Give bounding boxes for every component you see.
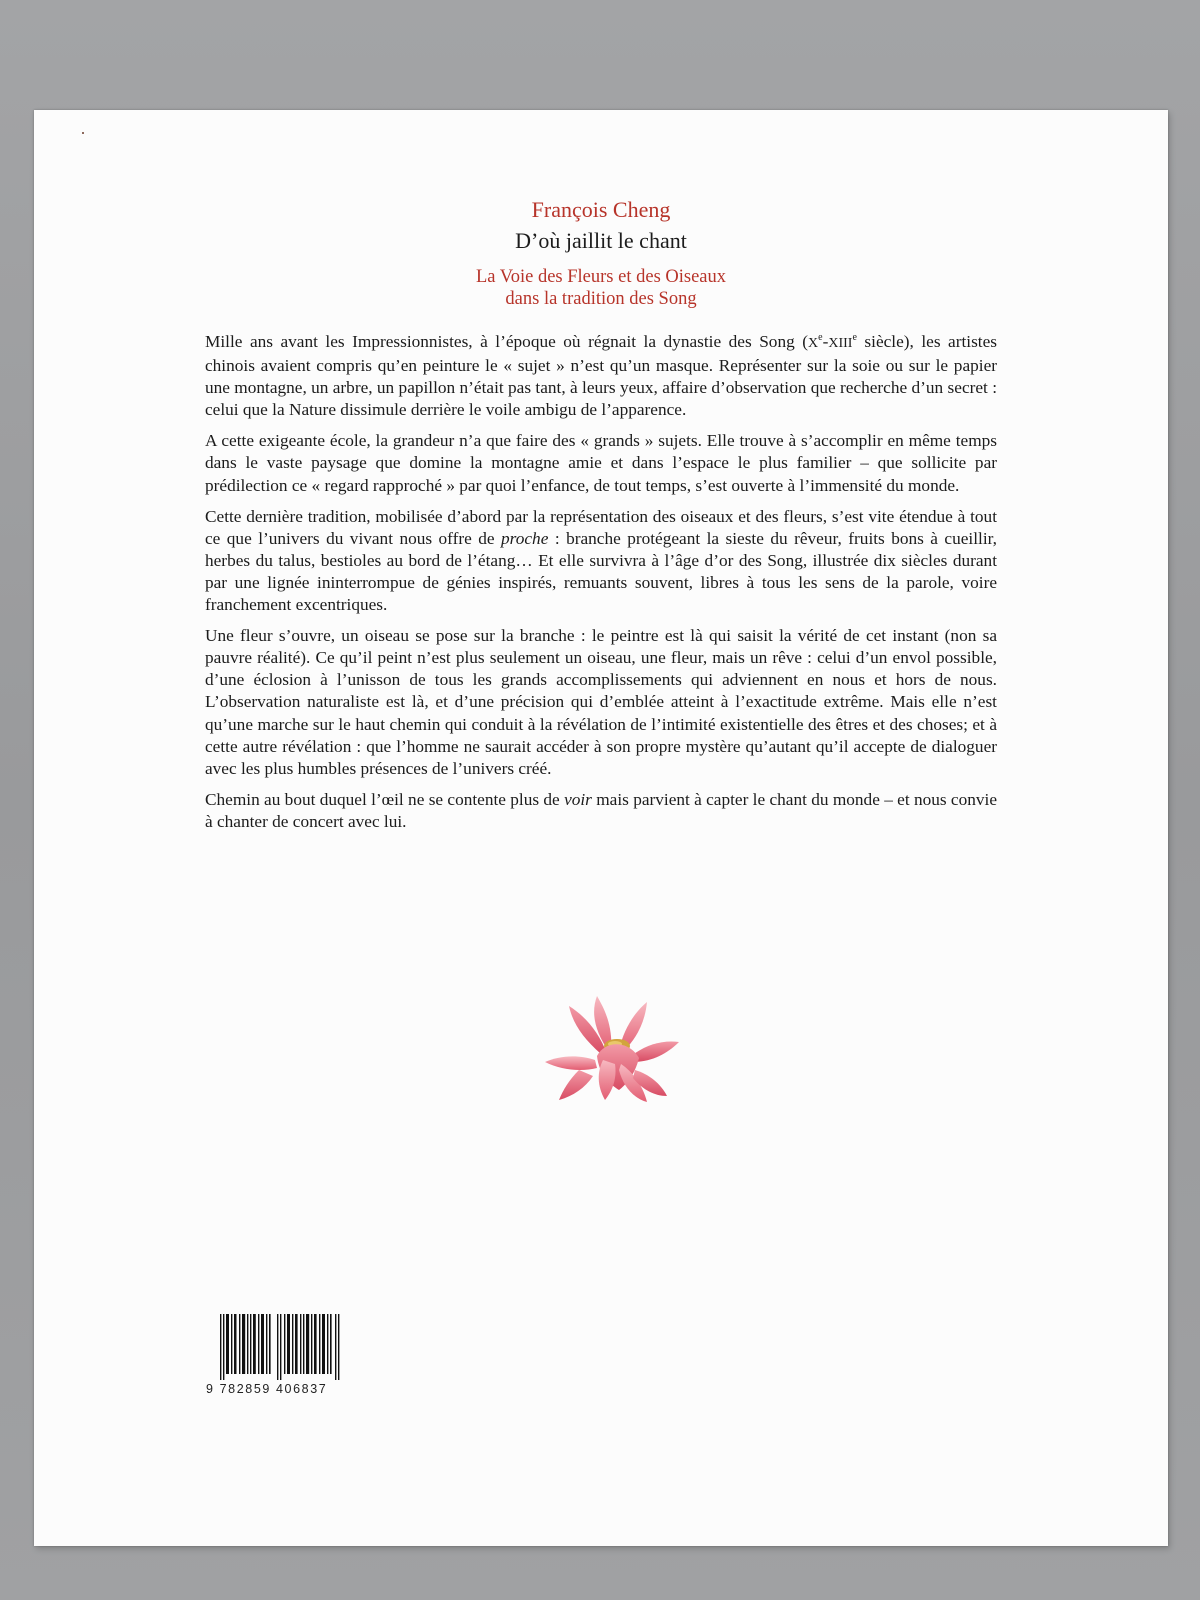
blurb-text (205, 331, 997, 842)
blurb-paragraph-3 (205, 506, 997, 616)
cover-header (34, 196, 1168, 310)
superscript-e: e (852, 332, 857, 344)
century-dash: - (822, 332, 829, 351)
emphasis-voir: voir (564, 789, 592, 809)
book-subtitle (34, 266, 1168, 310)
book-title: D’où jaillit le chant (515, 228, 687, 253)
author-name: François Cheng (531, 197, 671, 222)
isbn-number: 9 782859 406837 (206, 1382, 328, 1396)
blurb-p1-text-b: siècle), les artistes chinois avaient compris qu’en peinture le « sujet » n’est qu’un masque. Représenter sur la soie ou sur le papier une montagne, un arbre, un papillon n’était pas tant, à leurs yeux, affaire d’observation que recherche d’un secret : celui que la Nature dissimule derrière le voile ambigu de l’apparence. (205, 332, 997, 420)
blurb-p3-text-a: Cette dernière tradition, mobilisée d’abord par la représentation des oiseaux et des fleurs, s’est vite étendue à tout ce que l’univers du vivant nous offre de (205, 506, 997, 548)
book-back-cover (34, 110, 1168, 1546)
blurb-paragraph-4: Une fleur s’ouvre, un oiseau se pose sur la branche : le peintre est là qui saisit la vérité de cet instant (non sa pauvre réalité). Ce qu’il peint n’est plus seulement un oiseau, une fleur, mais un rêve : celui d’un envol possible, d’une éclosion à l’unisson de tous les grands accomplissements qui adviennent en nous et hors de nous. L’observation naturaliste est là, et d’une précision qui d’emblée atteint à l’exactitude extrême. Mais elle n’est qu’une marche sur le haut chemin qui conduit à la révélation de l’intimité existentielle des êtres et des choses; et à cette autre révélation : que l’homme ne saurait accéder à son propre mystère qu’autant qu’il accepte de dialoguer avec les plus humbles présences de l’univers créé. (205, 626, 997, 778)
subtitle-line-2: dans la tradition des Song (505, 289, 697, 309)
century-x: X (808, 336, 819, 351)
blurb-p1-text-a: Mille ans avant les Impressionnistes, à l’époque où régnait la dynastie des Song ( (205, 332, 808, 351)
subtitle-line-1: La Voie des Fleurs et des Oiseaux (475, 267, 727, 287)
paper-speck (82, 132, 84, 134)
emphasis-proche: proche (501, 528, 549, 548)
blurb-p5-text-a: Chemin au bout duquel l’œil ne se contente plus de (205, 789, 565, 809)
century-xiii: XIII (828, 336, 853, 351)
blurb-paragraph-1 (205, 331, 997, 421)
superscript-e: e (818, 332, 823, 344)
blurb-paragraph-5 (205, 789, 997, 833)
blurb-p3-text-b: : branche protégeant la sieste du rêveur, fruits bons à cueillir, herbes du talus, bestioles au bord de l’étang… Et elle survivra à l’âge d’or des Song, illustrée dix siècles durant par une lignée ininterrompue de génies inspirés, remuants souvent, libres à tous les sens de la parole, voire franchement excentriques. (205, 528, 997, 615)
blurb-paragraph-2: A cette exigeante école, la grandeur n’a que faire des « grands » sujets. Elle trouve à s’accomplir en même temps dans le vaste paysage que domine la montagne amie et dans l’espace le plus familier – que sollicite par prédilection ce « regard rapproché » par quoi l’enfance, de tout temps, s’est ouverte à l’immensité du monde. (205, 431, 997, 495)
blurb-p5-text-b: mais parvient à capter le chant du monde – et nous convie à chanter de concert avec lui. (205, 789, 997, 831)
lotus-flower-icon (539, 990, 689, 1110)
barcode-icon (220, 1314, 340, 1380)
